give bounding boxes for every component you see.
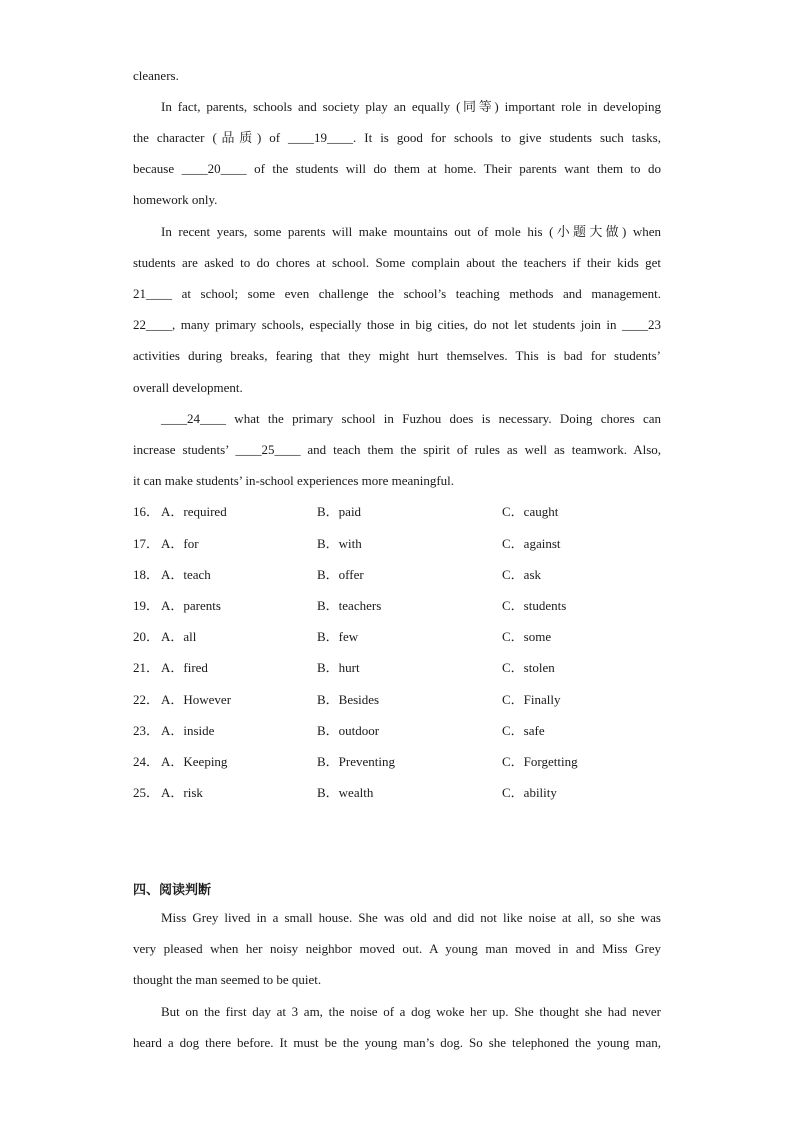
option-c[interactable]: C．some: [502, 629, 552, 644]
passage-line: In recent years, some parents will make mountains out of mole his (小题大做) when: [161, 224, 661, 239]
option-b[interactable]: B．few: [317, 629, 359, 644]
option-a[interactable]: A．required: [161, 504, 227, 519]
question-number: 25．: [133, 785, 160, 800]
passage-line: increase students’ ____25____ and teach them the spirit of rules as well as teamwork. Also,: [133, 442, 661, 457]
question-number: 21．: [133, 660, 160, 675]
option-b[interactable]: B．teachers: [317, 598, 382, 613]
passage-line: because ____20____ of the students will do them at home. Their parents want them to do: [133, 161, 661, 176]
question-row: [133, 566, 661, 584]
question-row: [133, 535, 661, 553]
question-row: [133, 691, 661, 709]
option-b[interactable]: B．offer: [317, 567, 364, 582]
option-c[interactable]: C．students: [502, 598, 567, 613]
option-b[interactable]: B．outdoor: [317, 723, 380, 738]
passage-line: homework only.: [133, 192, 218, 207]
option-c[interactable]: C．stolen: [502, 660, 555, 675]
question-row: [133, 722, 661, 740]
question-number: 23．: [133, 723, 160, 738]
option-c[interactable]: C．caught: [502, 504, 559, 519]
section-heading: 四、阅读判断: [133, 883, 212, 898]
option-a[interactable]: A．all: [161, 629, 197, 644]
question-number: 22．: [133, 692, 160, 707]
passage-line: it can make students’ in-school experiences more meaningful.: [133, 473, 455, 488]
option-a[interactable]: A．teach: [161, 567, 211, 582]
option-b[interactable]: B．paid: [317, 504, 362, 519]
passage-line: Miss Grey lived in a small house. She was old and did not like noise at all, so she was: [161, 910, 661, 925]
passage-line: very pleased when her noisy neighbor moved out. A young man moved in and Miss Grey: [133, 941, 661, 956]
option-a[interactable]: A．However: [161, 692, 232, 707]
option-b[interactable]: B．Preventing: [317, 754, 395, 769]
option-a[interactable]: A．risk: [161, 785, 203, 800]
option-b[interactable]: B．hurt: [317, 660, 360, 675]
question-number: 17．: [133, 536, 160, 551]
question-row: [133, 503, 661, 521]
option-b[interactable]: B．with: [317, 536, 362, 551]
option-a[interactable]: A．parents: [161, 598, 221, 613]
option-a[interactable]: A．fired: [161, 660, 208, 675]
question-row: [133, 753, 661, 771]
option-a[interactable]: A．Keeping: [161, 754, 228, 769]
question-row: [133, 628, 661, 646]
passage-line: students are asked to do chores at school. Some complain about the teachers if their kids get: [133, 255, 661, 270]
passage-line: overall development.: [133, 380, 243, 395]
question-number: 19．: [133, 598, 160, 613]
option-c[interactable]: C．ability: [502, 785, 557, 800]
passage-line: heard a dog there before. It must be the young man’s dog. So she telephoned the young man,: [133, 1035, 661, 1050]
question-row: [133, 597, 661, 615]
question-number: 18．: [133, 567, 160, 582]
passage-line: cleaners.: [133, 68, 179, 83]
question-number: 16．: [133, 504, 160, 519]
passage-line: thought the man seemed to be quiet.: [133, 972, 322, 987]
passage-line: But on the first day at 3 am, the noise of a dog woke her up. She thought she had never: [161, 1004, 661, 1019]
option-c[interactable]: C．Finally: [502, 692, 561, 707]
option-c[interactable]: C．safe: [502, 723, 545, 738]
passage-line: 22____, many primary schools, especially those in big cities, do not let students join in ____23: [133, 317, 661, 332]
question-row: [133, 659, 661, 677]
passage-line: the character (品质) of ____19____. It is good for schools to give students such tasks,: [133, 130, 661, 145]
option-c[interactable]: C．ask: [502, 567, 542, 582]
question-row: [133, 784, 661, 802]
option-c[interactable]: C．Forgetting: [502, 754, 578, 769]
question-number: 24．: [133, 754, 160, 769]
option-a[interactable]: A．for: [161, 536, 199, 551]
passage-line: activities during breaks, fearing that they might hurt themselves. This is bad for students’: [133, 348, 661, 363]
option-c[interactable]: C．against: [502, 536, 561, 551]
passage-line: ____24____ what the primary school in Fuzhou does is necessary. Doing chores can: [161, 411, 661, 426]
passage-line: 21____ at school; some even challenge the school’s teaching methods and management.: [133, 286, 661, 301]
passage-line: In fact, parents, schools and society play an equally (同等) important role in developing: [161, 99, 661, 114]
question-number: 20．: [133, 629, 160, 644]
option-b[interactable]: B．wealth: [317, 785, 374, 800]
option-a[interactable]: A．inside: [161, 723, 215, 738]
option-b[interactable]: B．Besides: [317, 692, 380, 707]
